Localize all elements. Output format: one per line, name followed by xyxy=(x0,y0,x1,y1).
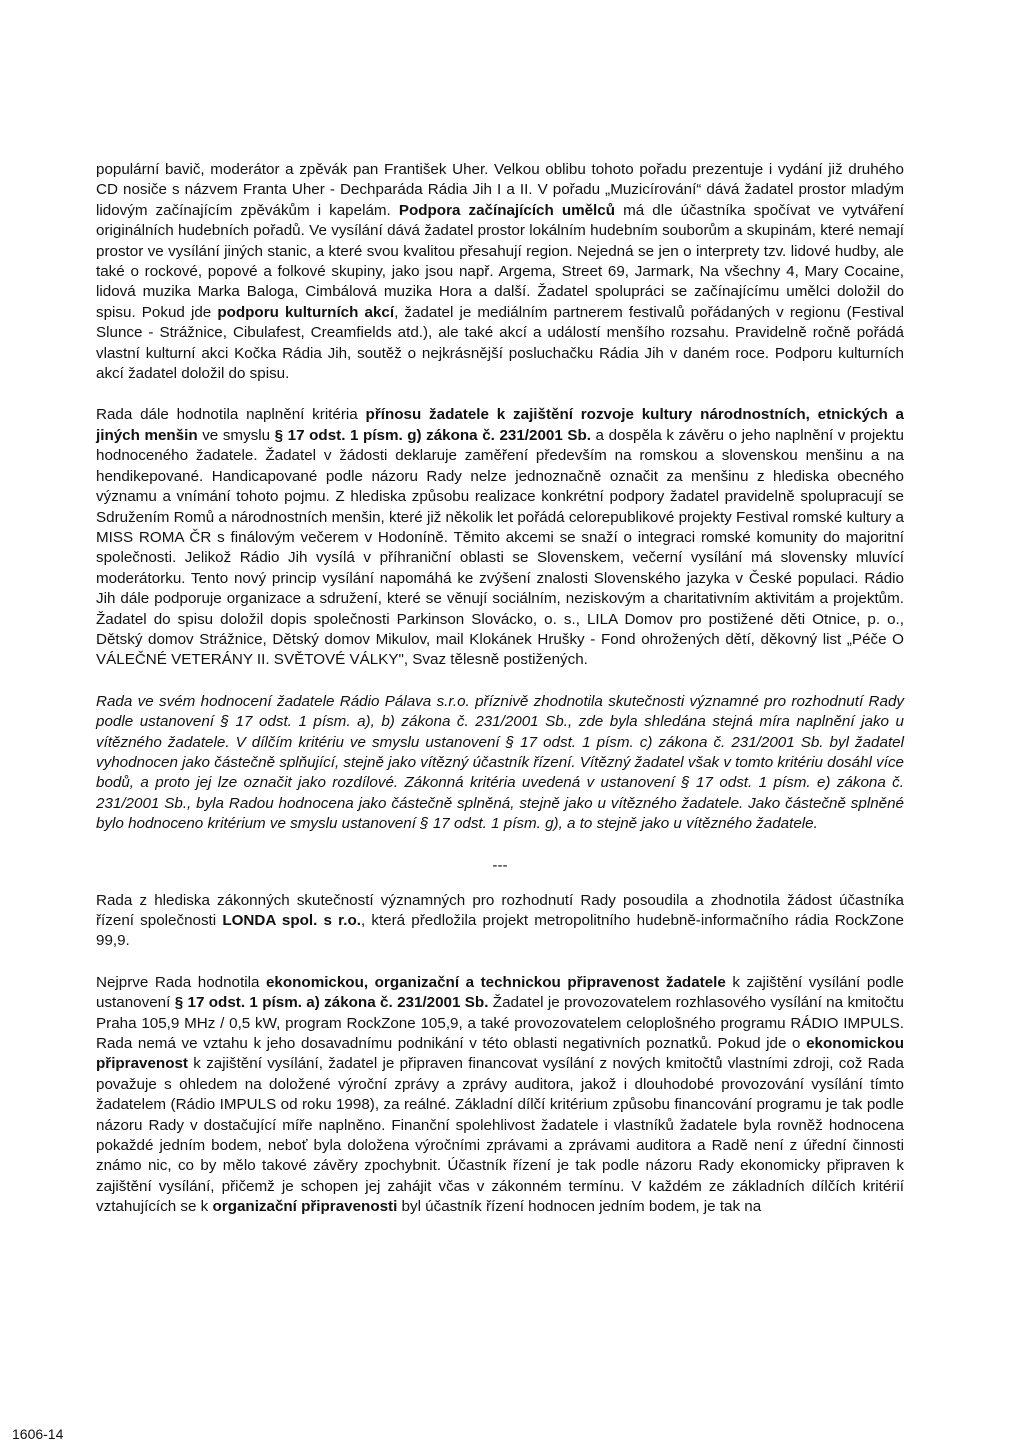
text-run: Rada ve svém hodnocení žadatele Rádio Pálava s.r.o. příznivě zhodnotila skutečnosti významné pro rozhodnutí Rady podle ustanovení § 17 odst. 1 písm. a), b) zákona č. 231/2001 Sb., zde byla shledána stejná míra naplnění jako u vítězného žadatele. V dílčím kritériu ve smyslu ustanovení § 17 odst. 1 písm. c) zákona č. 231/2001 Sb. byl žadatel vyhodnocen jako částečně splňující, stejně jako vítězný účastník řízení. Vítězný žadatel však v tomto kritériu dosáhl více bodů, a proto jej lze označit jako rozdílové. Zákonná kritéria uvedená v ustanovení § 17 odst. 1 písm. e) zákona č. 231/2001 Sb., byla Radou hodnocena jako částečně splněná, stejně jako u vítězného žadatele. Jako částečně splněné bylo hodnoceno kritérium ve smyslu ustanovení § 17 odst. 1 písm. g), a to stejně jako u vítězného žadatele. xyxy=(96,692,904,833)
paragraph xyxy=(96,692,904,835)
bold-text: Podpora začínajících umělců xyxy=(398,201,616,219)
bold-text: ekonomickou připravenost xyxy=(96,1035,904,1073)
paragraph-group xyxy=(96,160,904,835)
bold-text: § 17 odst. 1 písm. a) zákona č. 231/2001 Sb. xyxy=(174,994,489,1012)
paragraph-group xyxy=(96,891,904,1218)
document-body xyxy=(96,160,904,1239)
text-run: má dle účastníka spočívat ve vytváření originálních hudebních pořadů. Ve vysílání dává žadatel prostor lokálním hudebním souborům a skupinám, které nemají prostor ve vysílání jiných stanic, a které svou kvalitou přesahují region. Nejedná se jen o interprety tzv. lidové hudby, ale také o rockové, popové a folkové skupiny, jako jsou např. Argema, Street 69, Jarmark, Na všechny 4, Mary Cocaine, lidová muzika Marka Baloga, Cimbálová muzika Hora a další. Žadatel spolupráci se začínajícímu umělci doložil do spisu. Pokud jde xyxy=(96,201,904,321)
paragraph xyxy=(96,891,904,952)
bold-text: § 17 odst. 1 písm. g) zákona č. 231/2001 Sb. xyxy=(274,426,591,444)
text-run: k zajištění vysílání, žadatel je připraven financovat vysílání z nových kmitočtů vlastními zdroji, což Rada považuje s ohledem na doložené výroční zprávy a zprávy auditora, jakož i dlouhodobé provozování vysílání tímto žadatelem (Rádio IMPULS od roku 1998), za reálné. Základní dílčí kritérium způsobu financování programu je tak podle názoru Rady v dostačující míře naplněno. Finanční spolehlivost žadatele i vlastníků žadatele byla rovněž hodnocena pokaždé jedním bodem, neboť byla doložena výročními zprávami a zprávami auditora a Radě není z úřední činnosti známo nic, co by mělo takové závěry zpochybnit. Účastník řízení je tak podle názoru Rady ekonomicky připraven k zajištění vysílání, přičemž je schopen jej zahájit včas v zákonném termínu. V každém ze základních dílčích kritérií vztahujících se k xyxy=(96,1055,904,1216)
paragraph xyxy=(96,160,904,384)
bold-text: organizační připravenosti xyxy=(212,1198,398,1216)
text-run: byl účastník řízení hodnocen jedním bodem, je tak na xyxy=(397,1198,762,1216)
text-run: , která předložila projekt metropolitního hudebně-informačního rádia RockZone 99,9. xyxy=(96,912,905,950)
section-separator: --- xyxy=(492,856,508,874)
text-run: Žadatel je provozovatelem rozhlasového vysílání na kmitočtu Praha 105,9 MHz / 0,5 kW, program RockZone 105,9, a také provozovatelem celoplošného programu RÁDIO IMPULS. Rada nemá ve vztahu k jeho dosavadnímu podnikání v této oblasti negativních poznatků. Pokud jde o xyxy=(96,994,904,1053)
paragraph xyxy=(96,405,904,670)
text-run: Rada z hlediska zákonných skutečností významných pro rozhodnutí Rady posoudila a zhodnotila žádost účastníka řízení společnosti xyxy=(96,891,904,929)
text-run: Nejprve Rada hodnotila xyxy=(96,973,266,991)
bold-text: podporu kulturních akcí xyxy=(217,303,395,321)
text-run: a dospěla k závěru o jeho naplnění v projektu hodnoceného žadatele. Žadatel v žádosti deklaruje zaměření především na romskou a slovenskou menšinu a na hendikepované. Handicapované podle názoru Rady nelze jednoznačně označit za menšinu z hlediska obecného významu a vnímání tohoto pojmu. Z hlediska způsobu realizace konkrétní podpory žadatel pravidelně spolupracují se Sdružením Romů a národnostních menšin, které již několik let pořádá celorepublikové projekty Festival romské kultury a MISS ROMA ČR s finálovým večerem v Hodoníně. Těmito akcemi se snaží o integraci romské komunity do majoritní společnosti. Jelikož Rádio Jih vysílá v příhraniční oblasti se Slovenskem, večerní vysílání má slovensky mluvící moderátorku. Tento nový princip vysílání napomáhá ke zvýšení znalosti Slovenského jazyka v České populaci. Rádio Jih dále podporuje organizace a sdružení, které se věnují sociálním, neziskovým a charitativním aktivitám a projektům. Žadatel do spisu doložil dopis společnosti Parkinson Slovácko, o. s., LILA Domov pro postižené děti Otnice, p. o., Dětský domov Strážnice, Dětský domov Mikulov, mail Klokánek Hrušky - Fond ohrožených dětí, děkovný list „Péče O VÁLEČNÉ VETERÁNY II. SVĚTOVÉ VÁLKY", Svaz tělesně postižených. xyxy=(96,426,905,669)
text-run: k zajištění vysílání podle ustanovení xyxy=(96,973,904,1012)
page-number: 1606-14 xyxy=(12,1426,64,1442)
text-run: Rada dále hodnotila naplnění kritéria xyxy=(96,406,366,424)
text-run: ve smyslu xyxy=(197,426,275,444)
paragraph xyxy=(96,973,904,1218)
text-run: , žadatel je mediálním partnerem festivalů pořádaných v regionu (Festival Slunce - Strážnice, Cibulafest, Creamfields atd.), ale také akcí a událostí menšího rozsahu. Pravidelně ročně pořádá vlastní kulturní akci Kočka Rádia Jih, soutěž o nejkrásnější posluchačku Rádia Jih v daném roce. Podporu kulturních akcí žadatel doložil do spisu. xyxy=(96,303,904,383)
text-run: populární bavič, moderátor a zpěvák pan František Uher. Velkou oblibu tohoto pořadu prezentuje i vydání již druhého CD nosiče s názvem Franta Uher - Dechparáda Rádia Jih I a II. V pořadu „Muzicírování“ dává žadatel prostor mladým lidovým začínajícím zpěvákům i kapelám. xyxy=(96,161,904,219)
bold-text: přínosu žadatele k zajištění rozvoje kultury národnostních, etnických a jiných menšin xyxy=(96,406,904,444)
bold-text: LONDA spol. s r.o. xyxy=(222,912,361,929)
bold-text: ekonomickou, organizační a technickou připravenost žadatele xyxy=(265,973,726,991)
